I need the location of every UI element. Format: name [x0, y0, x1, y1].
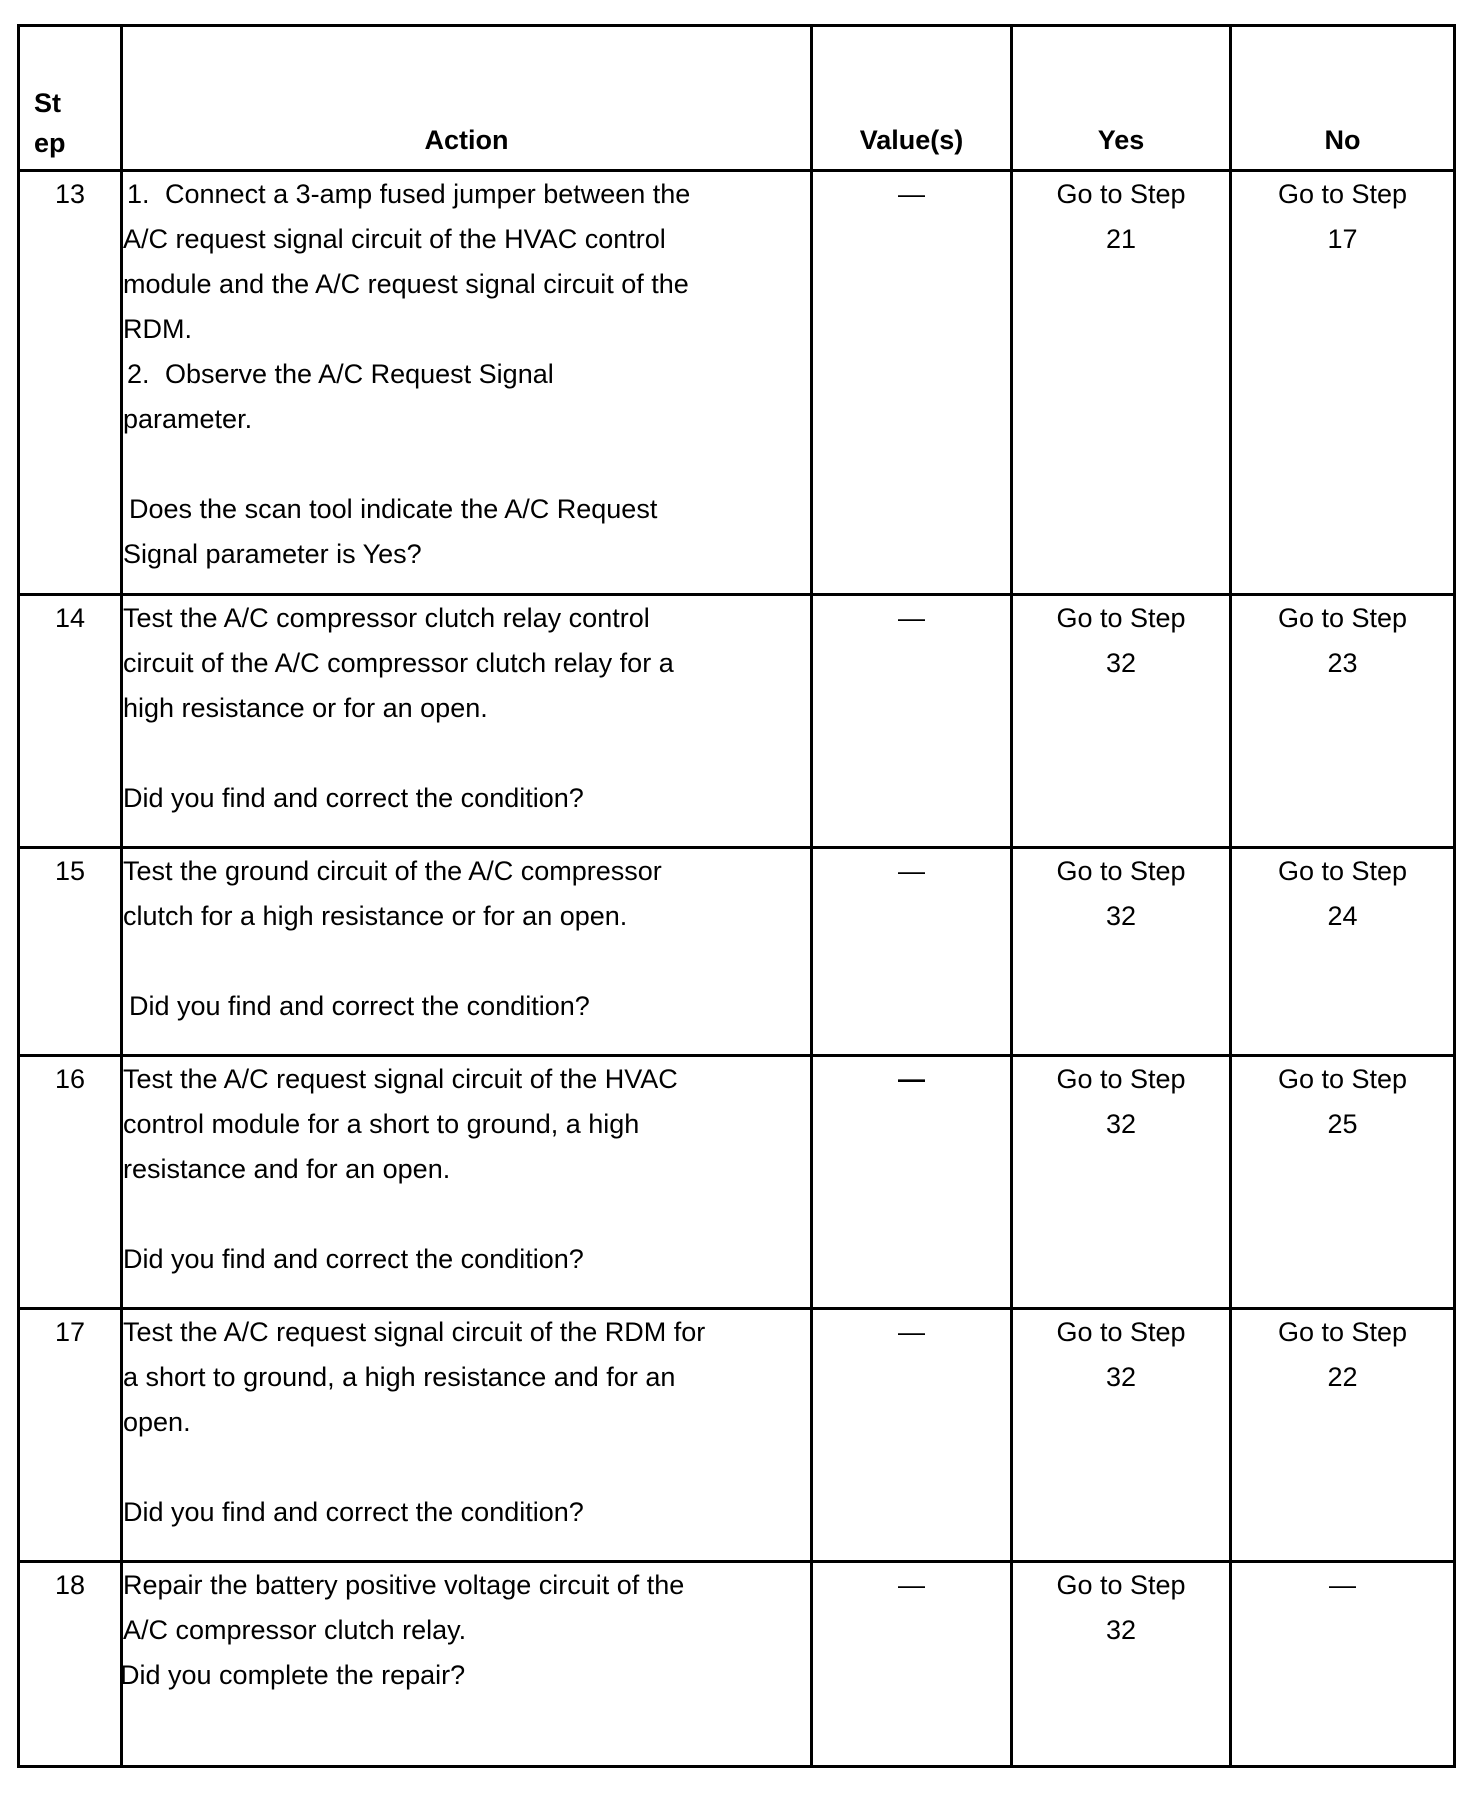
spacer — [123, 1192, 810, 1237]
table-row — [19, 1056, 1455, 1309]
no-cell — [1231, 595, 1455, 848]
no-goto-label: Go to Step — [1277, 1317, 1408, 1347]
yes-goto-label: Go to Step — [1056, 1570, 1186, 1600]
table-row — [19, 848, 1455, 1056]
value-cell: — — [812, 1056, 1012, 1309]
action-line: circuit of the A/C compressor clutch relay for a — [123, 648, 674, 678]
spacer — [123, 442, 810, 487]
table-row — [19, 595, 1455, 848]
action-cell — [122, 171, 812, 595]
action-line — [123, 172, 810, 217]
value-cell: — — [812, 595, 1012, 848]
no-goto-step: 25 — [1327, 1109, 1358, 1139]
no-goto-label: Go to Step — [1277, 1064, 1408, 1094]
action-line: module and the A/C request signal circuit of the — [123, 269, 689, 299]
yes-goto-step: 32 — [1105, 648, 1137, 678]
no-goto-label: Go to Step — [1277, 179, 1408, 209]
yes-cell — [1012, 1562, 1231, 1767]
yes-goto-step: 32 — [1105, 901, 1137, 931]
yes-cell — [1012, 595, 1231, 848]
value-cell: — — [812, 848, 1012, 1056]
yes-cell — [1012, 171, 1231, 595]
yes-cell — [1012, 1056, 1231, 1309]
question-line: Did you find and correct the condition? — [129, 991, 590, 1021]
question-line: Did you complete the repair? — [120, 1660, 466, 1690]
step-column-header — [19, 26, 122, 171]
action-line — [123, 352, 810, 397]
no-cell — [1231, 171, 1455, 595]
question-line: Did you find and correct the condition? — [123, 1497, 584, 1527]
action-line: Test the ground circuit of the A/C compressor — [123, 856, 662, 886]
action-cell — [122, 848, 812, 1056]
spacer — [123, 731, 810, 776]
yes-goto-label: Go to Step — [1056, 1317, 1186, 1347]
no-cell — [1231, 1056, 1455, 1309]
no-goto-step: 17 — [1327, 224, 1358, 254]
action-line: open. — [123, 1407, 191, 1437]
question-line: Does the scan tool indicate the A/C Request — [129, 494, 658, 524]
action-cell — [122, 1056, 812, 1309]
step-number: 17 — [19, 1309, 122, 1562]
action-line: A/C compressor clutch relay. — [123, 1615, 467, 1645]
action-line: Test the A/C request signal circuit of the RDM for — [123, 1317, 706, 1347]
list-number: 2. — [127, 359, 150, 389]
yes-cell — [1012, 1309, 1231, 1562]
action-line: RDM. — [123, 314, 192, 344]
step-number: 15 — [19, 848, 122, 1056]
spacer — [123, 1445, 810, 1490]
action-cell — [122, 1309, 812, 1562]
no-cell — [1231, 1309, 1455, 1562]
action-line: A/C request signal circuit of the HVAC control — [123, 224, 666, 254]
action-text: Observe the A/C Request Signal — [165, 359, 554, 389]
action-cell — [122, 595, 812, 848]
question-line: Signal parameter is Yes? — [123, 539, 422, 569]
header-row — [19, 26, 1455, 171]
values-column-header: Value(s) — [812, 26, 1012, 171]
action-text: Connect a 3-amp fused jumper between the — [165, 179, 691, 209]
yes-goto-step: 32 — [1105, 1362, 1137, 1392]
yes-goto-label: Go to Step — [1056, 1064, 1186, 1094]
step-number: 14 — [19, 595, 122, 848]
action-cell — [122, 1562, 812, 1767]
yes-goto-label: Go to Step — [1056, 603, 1186, 633]
action-line: resistance and for an open. — [123, 1154, 451, 1184]
yes-goto-label: Go to Step — [1056, 856, 1186, 886]
value-cell: — — [812, 171, 1012, 595]
yes-goto-step: 32 — [1105, 1615, 1137, 1645]
yes-goto-step: 21 — [1105, 224, 1137, 254]
no-cell: — — [1231, 1562, 1455, 1767]
table-row — [19, 1309, 1455, 1562]
table-row — [19, 171, 1455, 595]
spacer — [123, 939, 810, 984]
action-line: Test the A/C compressor clutch relay control — [123, 603, 650, 633]
no-goto-step: 23 — [1327, 648, 1358, 678]
no-goto-step: 24 — [1327, 901, 1358, 931]
question-line: Did you find and correct the condition? — [123, 783, 584, 813]
no-goto-label: Go to Step — [1277, 603, 1408, 633]
action-line: parameter. — [123, 404, 253, 434]
action-line: control module for a short to ground, a high — [123, 1109, 640, 1139]
diagnostic-table — [17, 24, 1456, 1768]
action-line: a short to ground, a high resistance and for an — [123, 1362, 676, 1392]
yes-cell — [1012, 848, 1231, 1056]
table-row — [19, 1562, 1455, 1767]
no-goto-step: 22 — [1327, 1362, 1358, 1392]
yes-goto-label: Go to Step — [1056, 179, 1186, 209]
action-line: clutch for a high resistance or for an open. — [123, 901, 628, 931]
step-header-line1: St — [34, 88, 61, 118]
step-header-line2: ep — [34, 128, 66, 158]
list-number: 1. — [127, 179, 150, 209]
step-number: 13 — [19, 171, 122, 595]
action-column-header: Action — [122, 26, 812, 171]
value-cell: — — [812, 1309, 1012, 1562]
yes-goto-step: 32 — [1105, 1109, 1137, 1139]
action-line: Test the A/C request signal circuit of the HVAC — [123, 1064, 678, 1094]
no-column-header: No — [1231, 26, 1455, 171]
step-number: 16 — [19, 1056, 122, 1309]
action-line: high resistance or for an open. — [123, 693, 488, 723]
no-cell — [1231, 848, 1455, 1056]
yes-column-header: Yes — [1012, 26, 1231, 171]
action-line: Repair the battery positive voltage circuit of the — [123, 1570, 685, 1600]
value-cell: — — [812, 1562, 1012, 1767]
step-number: 18 — [19, 1562, 122, 1767]
no-goto-label: Go to Step — [1277, 856, 1408, 886]
question-line: Did you find and correct the condition? — [123, 1244, 584, 1274]
